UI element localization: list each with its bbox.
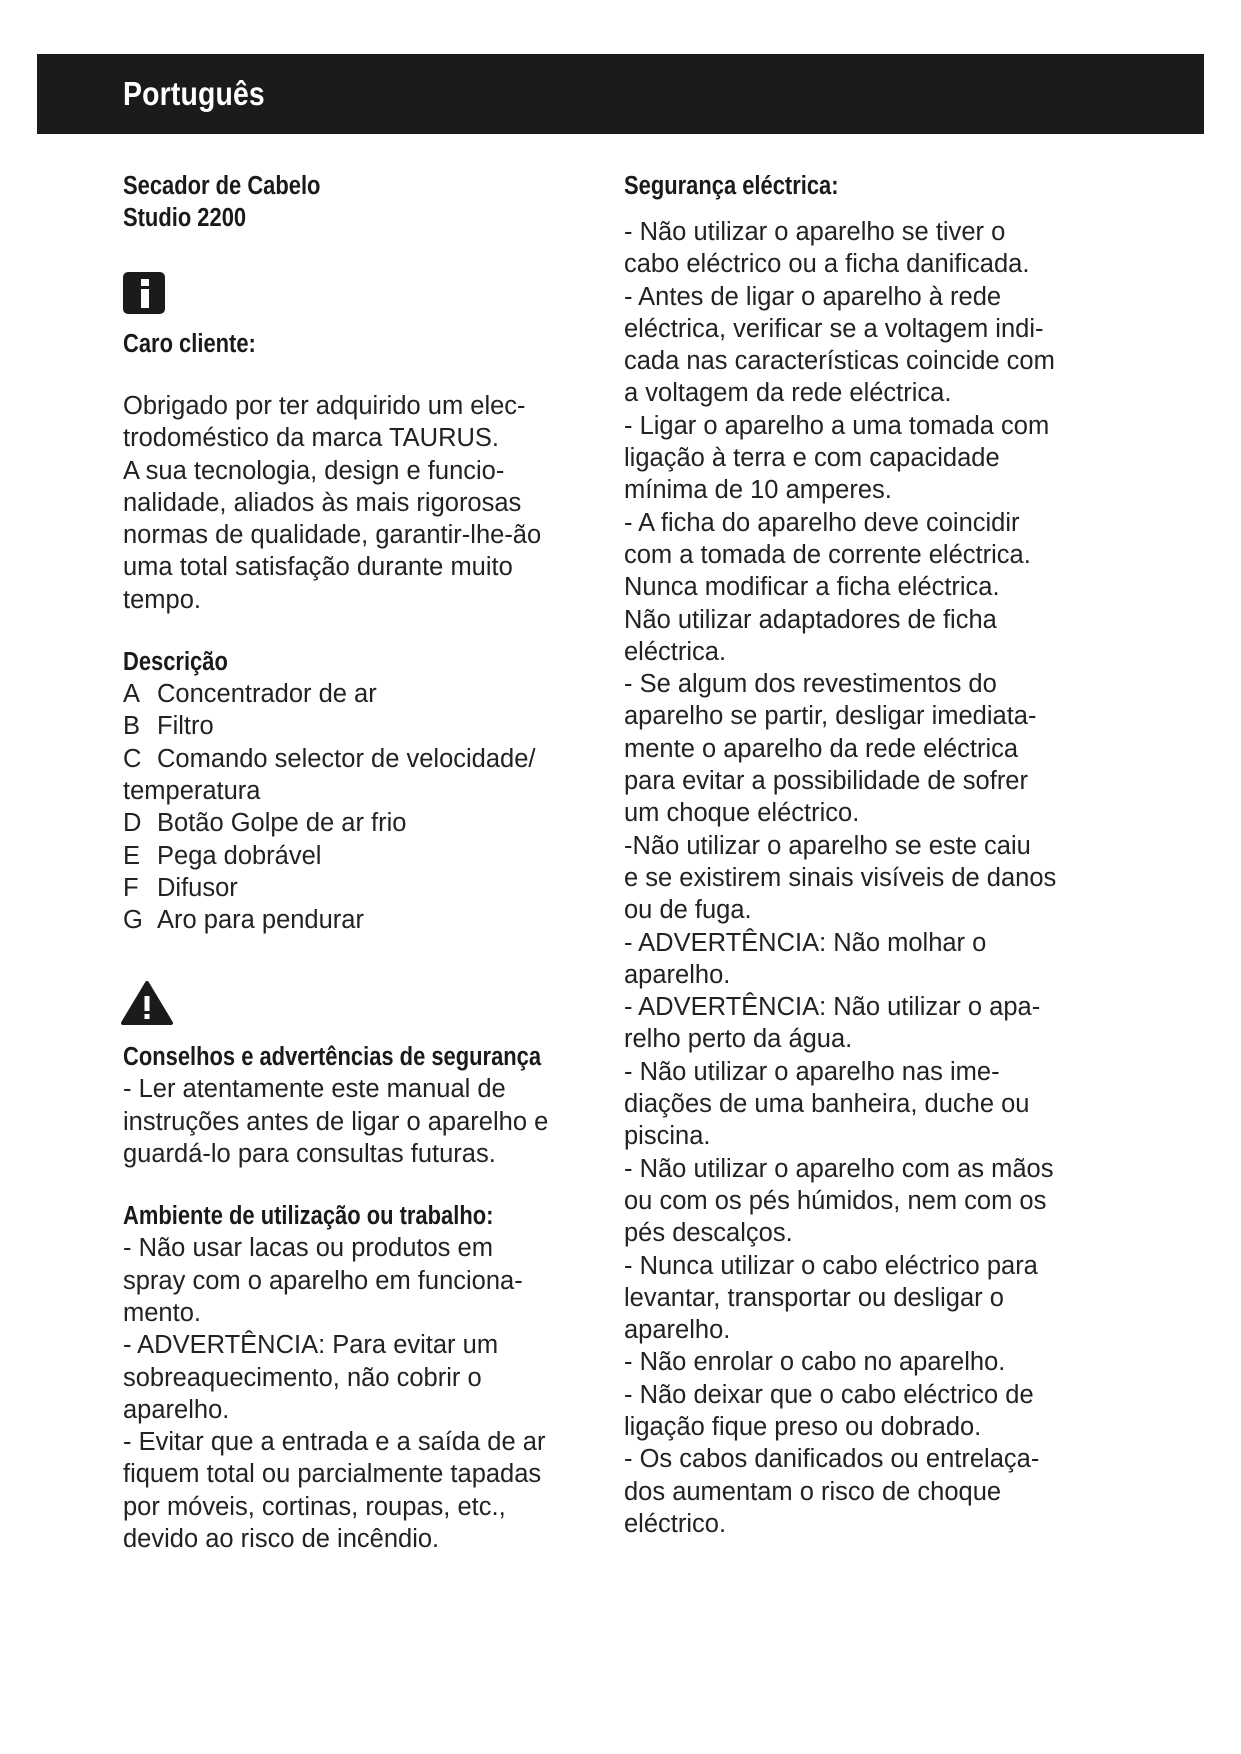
environment-line: - Evitar que a entrada e a saída de ar [123, 1428, 546, 1457]
electrical-line: - Antes de ligar o aparelho à rede [624, 282, 1002, 311]
environment-line: - ADVERTÊNCIA: Para evitar um [123, 1331, 499, 1360]
safety-paragraph [123, 1073, 593, 1170]
left-column [123, 170, 593, 1555]
electrical-line: cabo eléctrico ou a ficha danificada. [624, 250, 1030, 279]
electrical-line: mínima de 10 amperes. [624, 476, 892, 505]
electrical-line: - Não deixar que o cabo eléctrico de [624, 1380, 1034, 1409]
description-item [123, 775, 593, 807]
electrical-line: ligação fique preso ou dobrado. [624, 1412, 982, 1441]
description-item [123, 807, 593, 839]
electrical-line: mente o aparelho da rede eléctrica [624, 734, 1019, 763]
warning-icon [120, 980, 174, 1026]
safety-line: guardá-lo para consultas futuras. [123, 1140, 496, 1169]
electrical-line: -Não utilizar o aparelho se este caiu [624, 831, 1031, 860]
electrical-line: eléctrico. [624, 1509, 727, 1538]
intro-line: Obrigado por ter adquirido um elec- [123, 392, 526, 420]
safety-line: instruções antes de ligar o aparelho e [123, 1107, 549, 1136]
environment-heading: Ambiente de utilização ou trabalho: [123, 1202, 494, 1231]
electrical-line: para evitar a possibilidade de sofrer [624, 767, 1028, 796]
description-item [123, 710, 593, 742]
description-item-letter: E [123, 841, 141, 870]
right-column [624, 170, 1094, 1540]
environment-line: devido ao risco de incêndio. [123, 1525, 440, 1554]
description-item-letter: G [123, 906, 143, 935]
intro-paragraph [123, 390, 593, 616]
description-item [123, 743, 593, 775]
intro-line: trodoméstico da marca TAURUS. [123, 424, 500, 453]
electrical-line: eléctrica, verificar se a voltagem indi- [624, 314, 1044, 343]
electrical-line: a voltagem da rede eléctrica. [624, 379, 952, 408]
electrical-line: ou de fuga. [624, 896, 752, 925]
environment-line: fiquem total ou parcialmente tapadas [123, 1460, 542, 1489]
electrical-line: - ADVERTÊNCIA: Não utilizar o apa- [624, 993, 1041, 1022]
product-title-line-1: Secador de Cabelo [123, 172, 321, 200]
environment-line: spray com o aparelho em funciona- [123, 1266, 523, 1295]
description-list [123, 678, 593, 936]
electrical-line: diações de uma banheira, duche ou [624, 1090, 1030, 1119]
electrical-line: - Se algum dos revestimentos do [624, 670, 997, 699]
description-item-letter: B [123, 712, 141, 741]
intro-line: normas de qualidade, garantir-lhe-ão [123, 521, 542, 550]
electrical-line: - Não enrolar o cabo no aparelho. [624, 1348, 1006, 1377]
safety-heading: Conselhos e advertências de segurança [123, 1043, 542, 1072]
description-item-text: Concentrador de ar [157, 680, 377, 709]
environment-line: por móveis, cortinas, roupas, etc., [123, 1492, 506, 1521]
electrical-line: - Não utilizar o aparelho nas ime- [624, 1057, 1000, 1086]
intro-line: tempo. [123, 585, 201, 614]
product-title-line-2: Studio 2200 [123, 204, 247, 232]
description-heading: Descrição [123, 648, 228, 677]
electrical-line: Não utilizar adaptadores de ficha [624, 605, 997, 634]
description-item-letter: A [123, 680, 141, 709]
electrical-line: ligação à terra e com capacidade [624, 444, 1000, 473]
electrical-line: levantar, transportar ou desligar o [624, 1283, 1004, 1312]
description-item-text: Botão Golpe de ar frio [157, 809, 407, 838]
electrical-line: e se existirem sinais visíveis de danos [624, 863, 1057, 892]
description-item [123, 904, 593, 936]
electrical-line: um choque eléctrico. [624, 799, 860, 828]
electrical-line: - Ligar o aparelho a uma tomada com [624, 411, 1050, 440]
electrical-line: aparelho se partir, desligar imediata- [624, 702, 1037, 731]
electrical-line: - Os cabos danificados ou entrelaça- [624, 1445, 1040, 1474]
environment-line: sobreaquecimento, não cobrir o [123, 1363, 482, 1392]
electrical-line: pés descalços. [624, 1219, 793, 1248]
electrical-line: dos aumentam o risco de choque [624, 1477, 1002, 1506]
electrical-line: - Nunca utilizar o cabo eléctrico para [624, 1251, 1038, 1280]
environment-line: aparelho. [123, 1395, 230, 1424]
description-item-text: Aro para pendurar [157, 906, 364, 935]
electrical-line: - Não utilizar o aparelho com as mãos [624, 1154, 1054, 1183]
electrical-line: cada nas características coincide com [624, 347, 1055, 376]
description-item [123, 872, 593, 904]
intro-line: A sua tecnologia, design e funcio- [123, 456, 505, 485]
electrical-line: - A ficha do aparelho deve coincidir [624, 508, 1020, 537]
electrical-line: aparelho. [624, 1316, 731, 1345]
electrical-line: com a tomada de corrente eléctrica. [624, 540, 1031, 569]
electrical-line: ou com os pés húmidos, nem com os [624, 1186, 1047, 1215]
electrical-line: Nunca modificar a ficha eléctrica. [624, 573, 1000, 602]
description-item-letter: D [123, 809, 142, 838]
dear-customer-heading: Caro cliente: [123, 330, 256, 358]
description-item-text: temperatura [123, 776, 261, 805]
electrical-line: relho perto da água. [624, 1025, 853, 1054]
electrical-line: - ADVERTÊNCIA: Não molhar o [624, 928, 987, 957]
description-item [123, 840, 593, 872]
safety-line: - Ler atentamente este manual de [123, 1075, 506, 1104]
electrical-line: aparelho. [624, 960, 731, 989]
info-icon [123, 272, 165, 314]
description-item-text: Filtro [157, 712, 214, 741]
environment-line: - Não usar lacas ou produtos em [123, 1234, 493, 1263]
description-item-text: Difusor [157, 873, 238, 902]
description-item-text: Comando selector de velocidade/ [157, 744, 536, 773]
electrical-line: piscina. [624, 1122, 711, 1151]
language-header-bar [37, 54, 1204, 134]
description-item [123, 678, 593, 710]
language-title: Português [123, 75, 265, 112]
electrical-safety-heading: Segurança eléctrica: [624, 172, 839, 200]
description-item-text: Pega dobrável [157, 841, 322, 870]
electrical-safety-paragraph [624, 216, 1094, 1540]
intro-line: uma total satisfação durante muito [123, 553, 513, 582]
electrical-line: eléctrica. [624, 637, 727, 666]
electrical-line: - Não utilizar o aparelho se tiver o [624, 218, 1006, 246]
intro-line: nalidade, aliados às mais rigorosas [123, 488, 522, 517]
environment-paragraph [123, 1232, 593, 1555]
description-item-letter: C [123, 744, 142, 773]
description-item-letter: F [123, 873, 139, 902]
environment-line: mento. [123, 1298, 201, 1327]
